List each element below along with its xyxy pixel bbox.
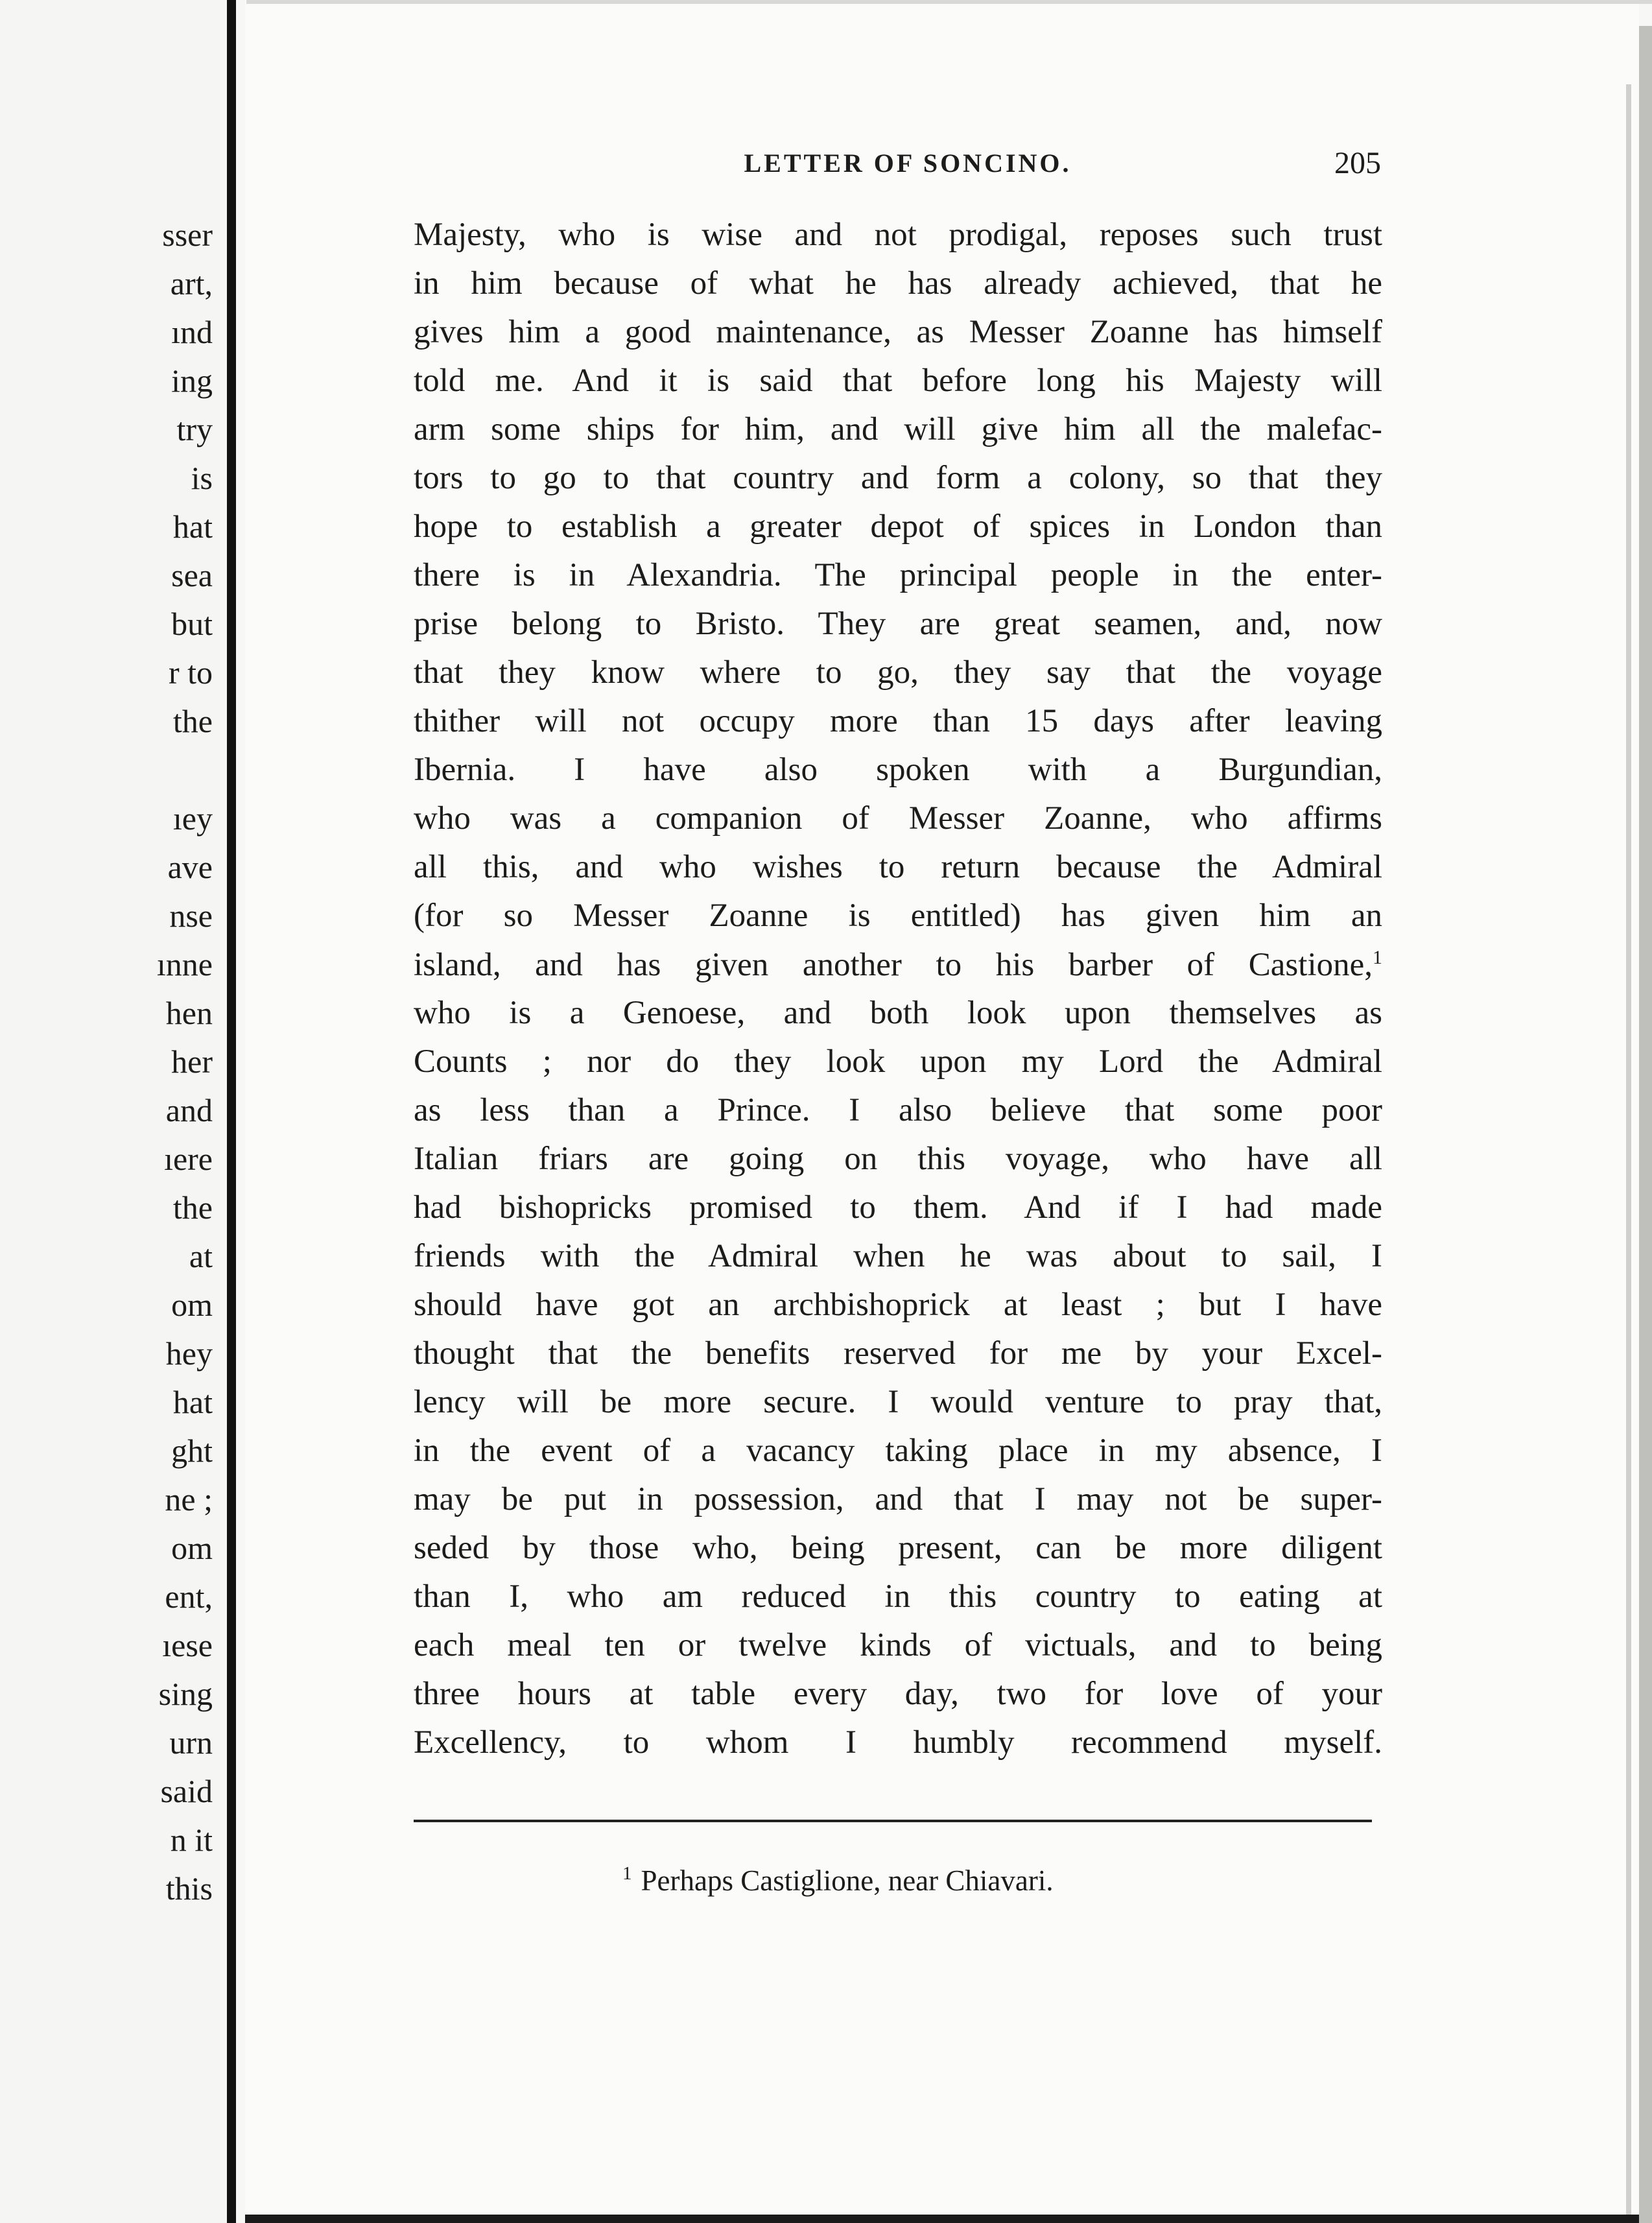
left-page-line: ave	[167, 849, 213, 885]
body-line: prise belong to Bristo. They are great seamen, and, now	[414, 606, 1382, 642]
body-line-with-footnote	[414, 948, 1382, 982]
left-page-line: but	[171, 606, 213, 642]
body-line: told me. And it is said that before long his Majesty will	[414, 363, 1382, 399]
running-title: LETTER OF SONCINO.	[744, 149, 1072, 178]
left-page-line: and	[165, 1092, 213, 1128]
body-line: in him because of what he has already achieved, that he	[414, 265, 1382, 302]
left-page-line: try	[176, 411, 213, 447]
left-page-edge	[0, 0, 227, 2223]
body-line: Excellency, to whom I humbly recommend myself.	[414, 1724, 1382, 1761]
body-line: friends with the Admiral when he was about to sail, I	[414, 1238, 1382, 1274]
body-line: Majesty, who is wise and not prodigal, reposes such trust	[414, 217, 1382, 253]
body-line: as less than a Prince. I also believe that some poor	[414, 1092, 1382, 1128]
right-page-edge	[1626, 84, 1631, 2223]
body-line: three hours at table every day, two for love of your	[414, 1676, 1382, 1712]
left-page-line: ınne	[156, 946, 213, 982]
left-page-line: art,	[170, 265, 213, 302]
body-line: thought that the benefits reserved for me by your Excel-	[414, 1335, 1382, 1372]
left-page-line: nse	[169, 898, 213, 934]
body-line: had bishopricks promised to them. And if I had made	[414, 1189, 1382, 1226]
body-line: gives him a good maintenance, as Messer Zoanne has himself	[414, 314, 1382, 350]
left-page-line: ght	[171, 1432, 213, 1469]
left-page-line: sea	[171, 557, 213, 593]
body-line: all this, and who wishes to return because the Admiral	[414, 849, 1382, 885]
left-page-line: her	[171, 1043, 213, 1080]
left-page-line: hen	[165, 995, 213, 1031]
body-line: thither will not occupy more than 15 days after leaving	[414, 703, 1382, 739]
left-page-line: is	[191, 460, 213, 496]
page-number: 205	[1334, 146, 1381, 180]
gutter-shadow	[236, 0, 245, 2223]
body-line: may be put in possession, and that I may not be super-	[414, 1481, 1382, 1517]
left-page-line: ıere	[164, 1141, 213, 1177]
left-page-line: the	[172, 703, 213, 739]
body-line: should have got an archbishoprick at least ; but I have	[414, 1287, 1382, 1323]
left-page-line: hey	[165, 1335, 213, 1372]
body-line: who was a companion of Messer Zoanne, who affirms	[414, 800, 1382, 837]
body-line: hope to establish a greater depot of spices in London than	[414, 508, 1382, 545]
body-line: that they know where to go, they say that the voyage	[414, 654, 1382, 691]
footnote-rule	[414, 1820, 1372, 1822]
body-line: seded by those who, being present, can be more diligent	[414, 1530, 1382, 1566]
right-page-edge-shadow	[1639, 26, 1652, 2223]
left-page-line: om	[171, 1287, 213, 1323]
body-line: Counts ; nor do they look upon my Lord the Admiral	[414, 1043, 1382, 1080]
body-line: Italian friars are going on this voyage, who have all	[414, 1141, 1382, 1177]
left-page-line: the	[172, 1189, 213, 1226]
footnote	[622, 1864, 1206, 1896]
footnote-marker: 1	[622, 1863, 632, 1884]
body-line: (for so Messer Zoanne is entitled) has given him an	[414, 898, 1382, 934]
left-page-line: ne ;	[165, 1481, 213, 1517]
body-line: than I, who am reduced in this country to eating at	[414, 1578, 1382, 1615]
body-line: each meal ten or twelve kinds of victuals, and to being	[414, 1627, 1382, 1663]
body-line: arm some ships for him, and will give him all the malefac-	[414, 411, 1382, 447]
body-line: lency will be more secure. I would venture to pray that,	[414, 1384, 1382, 1420]
left-page-line: this	[165, 1870, 213, 1907]
body-line: Ibernia. I have also spoken with a Burgundian,	[414, 752, 1382, 788]
left-page-line: r to	[168, 654, 213, 691]
left-page-line: ıey	[172, 800, 213, 837]
left-page-line: said	[160, 1773, 213, 1809]
body-line: in the event of a vacancy taking place in my absence, I	[414, 1432, 1382, 1469]
left-page-line: at	[189, 1238, 213, 1274]
left-page-line: ent,	[165, 1578, 213, 1615]
left-page-line: ing	[171, 363, 213, 399]
left-page-line: hat	[172, 508, 213, 545]
left-page-line: hat	[172, 1384, 213, 1420]
footnote-text: Perhaps Castiglione, near Chiavari.	[641, 1864, 1054, 1897]
bottom-page-edge	[245, 2215, 1639, 2223]
left-page-line: sser	[162, 217, 213, 253]
left-page-line: urn	[169, 1724, 213, 1761]
body-line-text: island, and has given another to his barber of Castione,	[414, 947, 1373, 983]
left-page-line: ıese	[162, 1627, 213, 1663]
left-page-line: om	[171, 1530, 213, 1566]
book-gutter	[227, 0, 236, 2223]
body-line: tors to go to that country and form a colony, so that they	[414, 460, 1382, 496]
left-page-line: n it	[170, 1822, 213, 1858]
left-page-line: ınd	[171, 314, 213, 350]
left-page-line: sing	[158, 1676, 213, 1712]
body-line: who is a Genoese, and both look upon themselves as	[414, 995, 1382, 1031]
top-page-edge	[246, 0, 1652, 4]
body-line: there is in Alexandria. The principal people in the enter-	[414, 557, 1382, 593]
footnote-reference: 1	[1373, 947, 1382, 968]
